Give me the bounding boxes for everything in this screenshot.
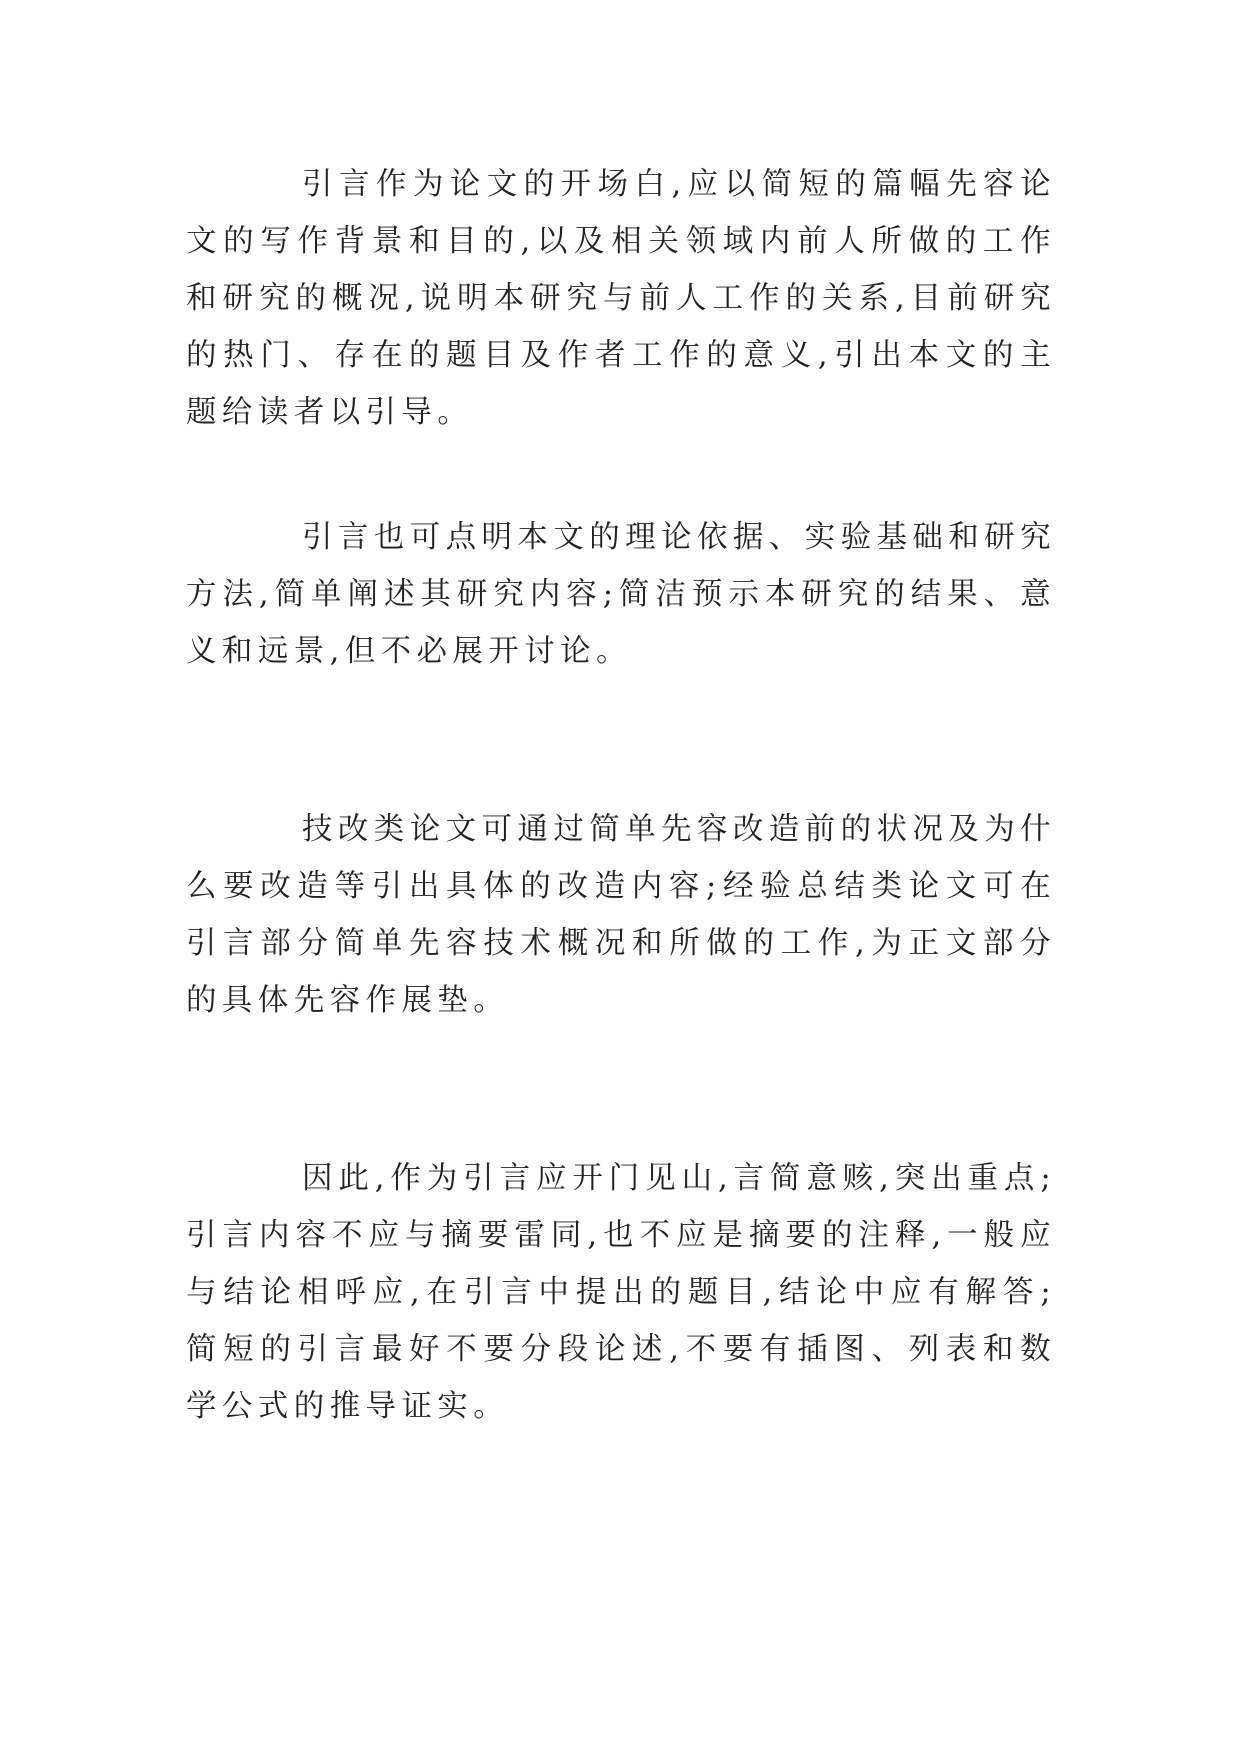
paragraph-4: 因此,作为引言应开门见山,言简意赅,突出重点;引言内容不应与摘要雷同,也不应是摘要的注释,一般应与结论相呼应,在引言中提出的题目,结论中应有解答;简短的引言最好不要分段论述,不要有插图、列表和数学公式的推导证实。 (186, 1161, 1056, 1424)
paragraph-2: 引言也可点明本文的理论依据、实验基础和研究方法,简单阐述其研究内容;简洁预示本研究的结果、意义和远景,但不必展开讨论。 (186, 520, 1056, 669)
paragraph-3: 技改类论文可通过简单先容改造前的状况及为什么要改造等引出具体的改造内容;经验总结类论文可在引言部分简单先容技术概况和所做的工作,为正文部分的具体先容作展垫。 (186, 812, 1056, 1018)
paragraph-1: 引言作为论文的开场白,应以简短的篇幅先容论文的写作背景和目的,以及相关领域内前人所做的工作和研究的概况,说明本研究与前人工作的关系,目前研究的热门、存在的题目及作者工作的意义,引出本文的主题给读者以引导。 (186, 167, 1056, 430)
